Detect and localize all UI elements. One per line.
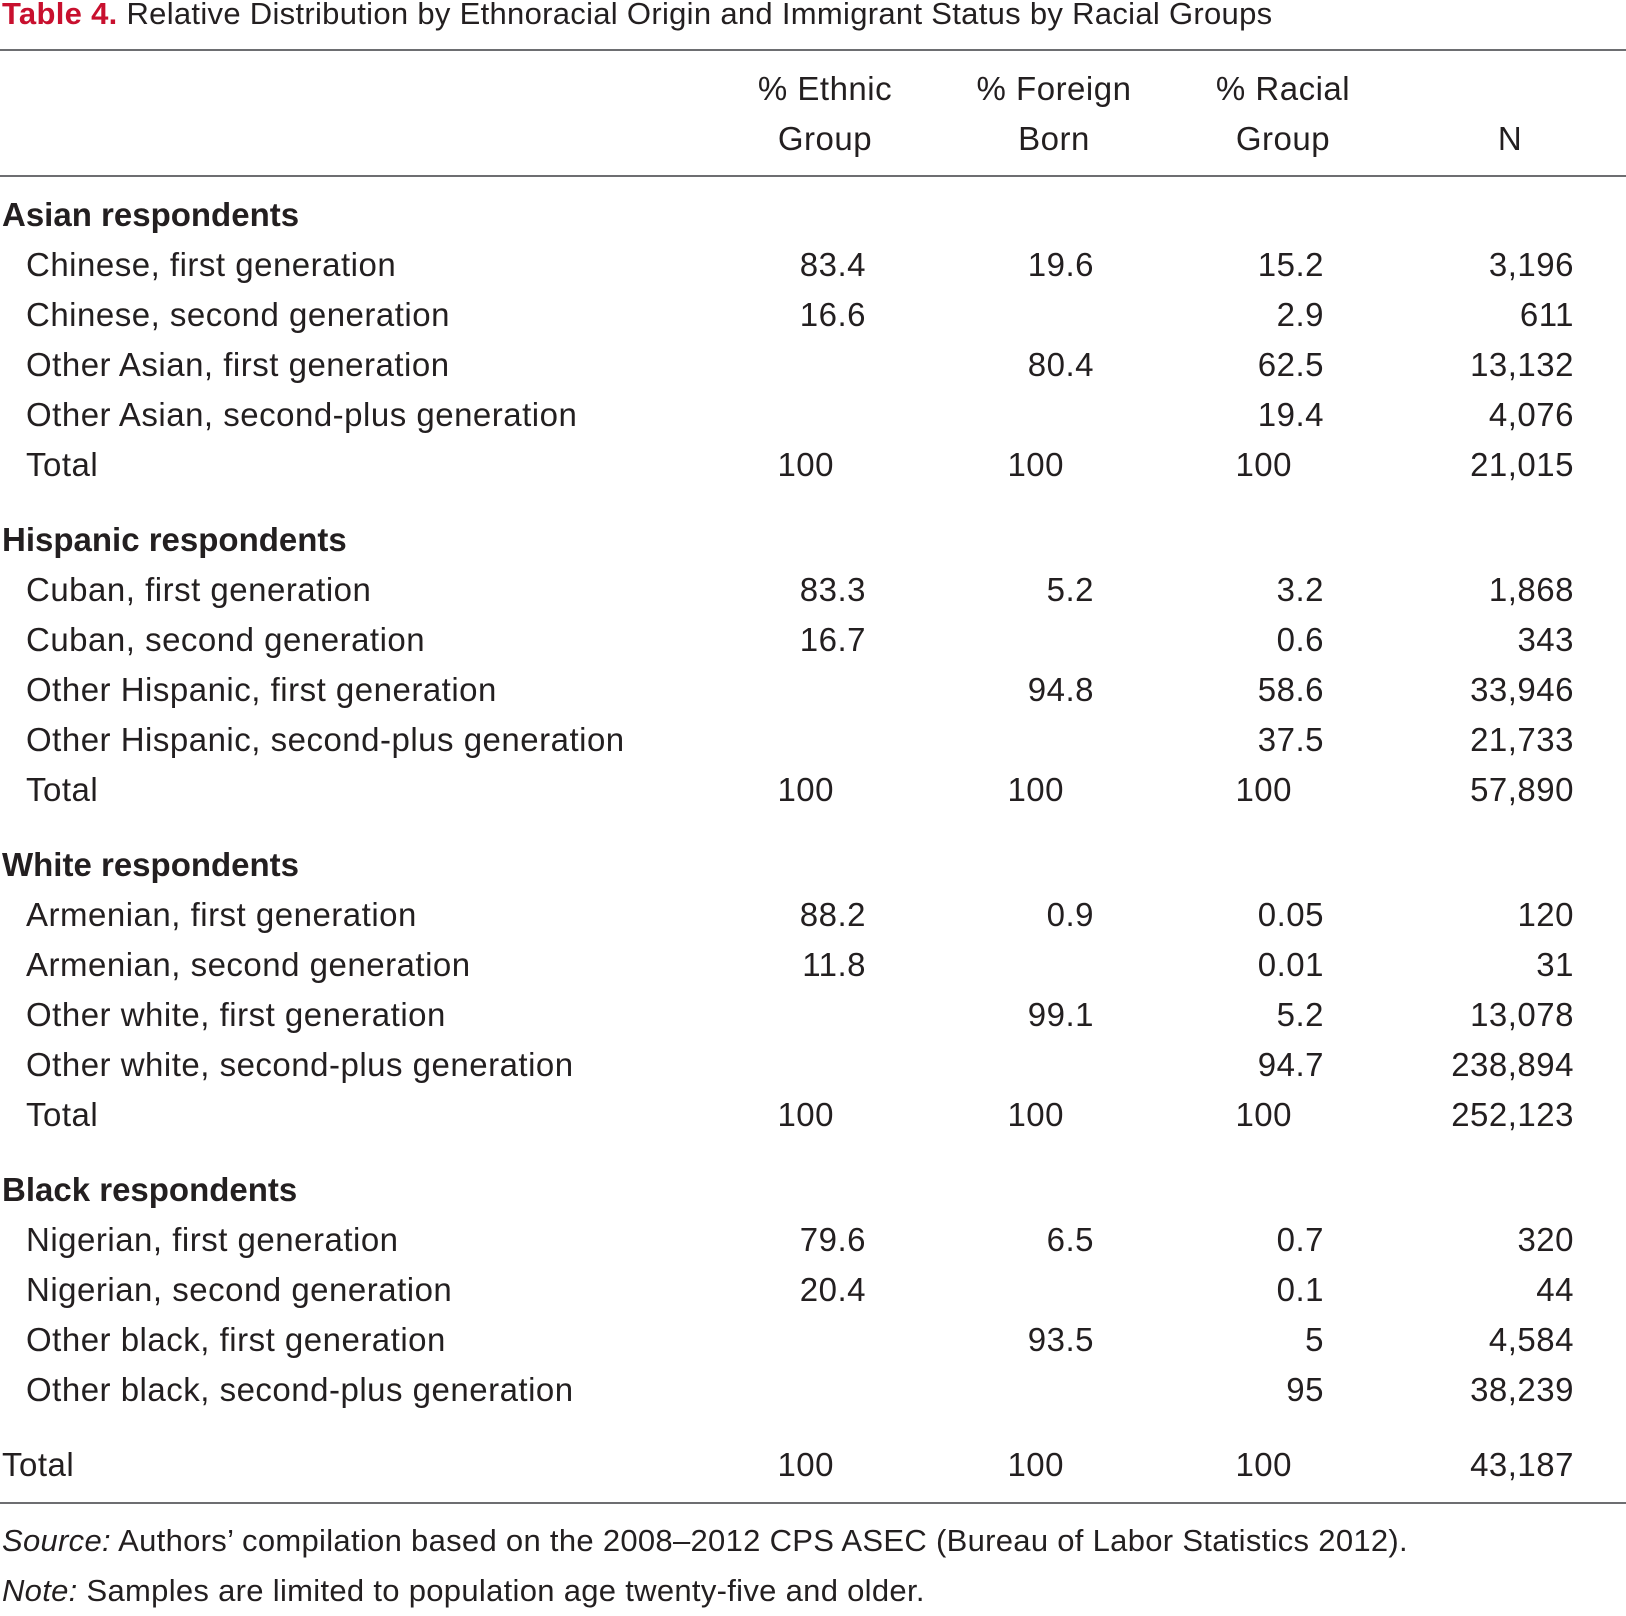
cell-n: 33,946 [1470,671,1574,708]
cell-n: 13,132 [1470,346,1574,383]
cell-foreign-born: 80.4 [1027,346,1094,383]
cell-n: 238,894 [1451,1046,1574,1083]
table-row [0,340,1626,390]
cell-ethnic-group: 83.3 [799,571,866,608]
table-row [0,1315,1626,1365]
table-row [0,990,1626,1040]
cell-n: 43,187 [1470,1446,1574,1483]
cell-n: 611 [1519,296,1574,333]
cell-n: 44 [1536,1271,1574,1308]
section-heading [0,190,1626,240]
table-row [0,1265,1626,1315]
cell-n: 120 [1517,896,1574,933]
cell-ethnic-group: 100 [777,1096,834,1133]
cell-foreign-born: 100 [1007,1096,1064,1133]
header-racial-group [1198,64,1368,164]
cell-racial-group: 15.2 [1257,246,1324,283]
table-row [0,940,1626,990]
cell-foreign-born: 100 [1007,446,1064,483]
header-racial-line1: % Racial [1215,70,1351,107]
cell-n: 252,123 [1451,1096,1574,1133]
note-lead: Note: [2,1573,78,1608]
table-row [0,390,1626,440]
cell-racial-group: 0.05 [1257,896,1324,933]
cell-n: 21,733 [1470,721,1574,758]
header-n: N [1497,120,1523,157]
cell-n: 57,890 [1470,771,1574,808]
cell-n: 31 [1536,946,1574,983]
cell-racial-group: 95 [1286,1371,1324,1408]
header-racial-line2: Group [1235,120,1331,157]
cell-n: 1,868 [1488,571,1574,608]
cell-ethnic-group: 20.4 [799,1271,866,1308]
cell-racial-group: 0.6 [1276,621,1324,658]
grand-total-row [0,1440,1626,1490]
cell-foreign-born: 19.6 [1027,246,1094,283]
cell-n: 13,078 [1470,996,1574,1033]
cell-n: 3,196 [1488,246,1574,283]
cell-racial-group: 58.6 [1257,671,1324,708]
row-label: Total [2,1446,75,1483]
row-label: Cuban, second generation [26,621,426,658]
cell-racial-group: 62.5 [1257,346,1324,383]
cell-foreign-born: 99.1 [1027,996,1094,1033]
cell-foreign-born: 94.8 [1027,671,1094,708]
header-foreign-line1: % Foreign [976,70,1132,107]
note-text: Samples are limited to population age twenty-five and older. [77,1573,925,1608]
cell-racial-group: 19.4 [1257,396,1324,433]
cell-ethnic-group: 88.2 [799,896,866,933]
cell-ethnic-group: 100 [777,1446,834,1483]
section-total-row [0,765,1626,815]
cell-racial-group: 100 [1235,1096,1292,1133]
cell-racial-group: 2.9 [1276,296,1324,333]
table-title: Relative Distribution by Ethnoracial Origin and Immigrant Status by Racial Groups [126,0,1273,31]
section-heading [0,515,1626,565]
cell-n: 320 [1517,1221,1574,1258]
cell-ethnic-group: 83.4 [799,246,866,283]
row-label: Other white, second-plus generation [26,1046,574,1083]
header-foreign-born [964,64,1144,164]
table-row [0,1040,1626,1090]
section-title: White respondents [2,846,300,883]
header-ethnic-line2: Group [777,120,873,157]
table-row [0,565,1626,615]
row-label: Nigerian, first generation [26,1221,399,1258]
row-label: Other Asian, second-plus generation [26,396,578,433]
row-label: Other black, second-plus generation [26,1371,574,1408]
section-heading [0,840,1626,890]
cell-n: 21,015 [1470,446,1574,483]
cell-racial-group: 0.7 [1276,1221,1324,1258]
header-rule [0,175,1626,177]
bottom-rule [0,1502,1626,1504]
table-row [0,665,1626,715]
cell-racial-group: 100 [1235,446,1292,483]
cell-foreign-born: 6.5 [1046,1221,1094,1258]
table-row [0,1215,1626,1265]
cell-n: 38,239 [1470,1371,1574,1408]
cell-racial-group: 0.1 [1276,1271,1324,1308]
row-label: Chinese, first generation [26,246,397,283]
table-row [0,615,1626,665]
section-total-row [0,440,1626,490]
cell-ethnic-group: 16.6 [799,296,866,333]
table-row [0,290,1626,340]
table-caption [2,0,1272,34]
cell-racial-group: 100 [1235,771,1292,808]
row-label: Other white, first generation [26,996,446,1033]
row-label: Other Hispanic, first generation [26,671,497,708]
cell-racial-group: 37.5 [1257,721,1324,758]
cell-racial-group: 100 [1235,1446,1292,1483]
header-foreign-line2: Born [1018,120,1090,157]
row-label: Other Asian, first generation [26,346,450,383]
row-label: Other Hispanic, second-plus generation [26,721,625,758]
cell-ethnic-group: 11.8 [802,946,866,983]
row-label: Total [26,446,99,483]
cell-n: 4,076 [1488,396,1574,433]
section-title: Asian respondents [2,196,300,233]
cell-foreign-born: 0.9 [1046,896,1094,933]
top-rule [0,49,1626,51]
table-number: Table 4. [2,0,118,31]
section-heading [0,1165,1626,1215]
cell-ethnic-group: 100 [777,771,834,808]
cell-ethnic-group: 16.7 [799,621,866,658]
source-lead: Source: [2,1523,111,1558]
table-row [0,240,1626,290]
table-row [0,890,1626,940]
row-label: Total [26,1096,99,1133]
cell-ethnic-group: 79.6 [799,1221,866,1258]
cell-n: 4,584 [1488,1321,1574,1358]
row-label: Chinese, second generation [26,296,450,333]
header-ethnic-line1: % Ethnic [757,70,893,107]
row-label: Nigerian, second generation [26,1271,453,1308]
section-title: Hispanic respondents [2,521,347,558]
cell-racial-group: 5 [1305,1321,1324,1358]
row-label: Total [26,771,99,808]
cell-racial-group: 94.7 [1257,1046,1324,1083]
section-title: Black respondents [2,1171,298,1208]
cell-foreign-born: 100 [1007,1446,1064,1483]
cell-racial-group: 5.2 [1276,996,1324,1033]
cell-racial-group: 3.2 [1276,571,1324,608]
row-label: Cuban, first generation [26,571,372,608]
table-row [0,715,1626,765]
source-text: Authors’ compilation based on the 2008–2012 CPS ASEC (Bureau of Labor Statistics 2012). [110,1523,1408,1558]
row-label: Other black, first generation [26,1321,446,1358]
cell-foreign-born: 5.2 [1046,571,1094,608]
row-label: Armenian, second generation [26,946,471,983]
cell-n: 343 [1517,621,1574,658]
cell-foreign-born: 100 [1007,771,1064,808]
cell-racial-group: 0.01 [1257,946,1324,983]
section-total-row [0,1090,1626,1140]
table-row [0,1365,1626,1415]
cell-foreign-born: 93.5 [1027,1321,1094,1358]
source-note [2,1516,1408,1566]
cell-ethnic-group: 100 [777,446,834,483]
row-label: Armenian, first generation [26,896,417,933]
header-ethnic-group [745,64,905,164]
